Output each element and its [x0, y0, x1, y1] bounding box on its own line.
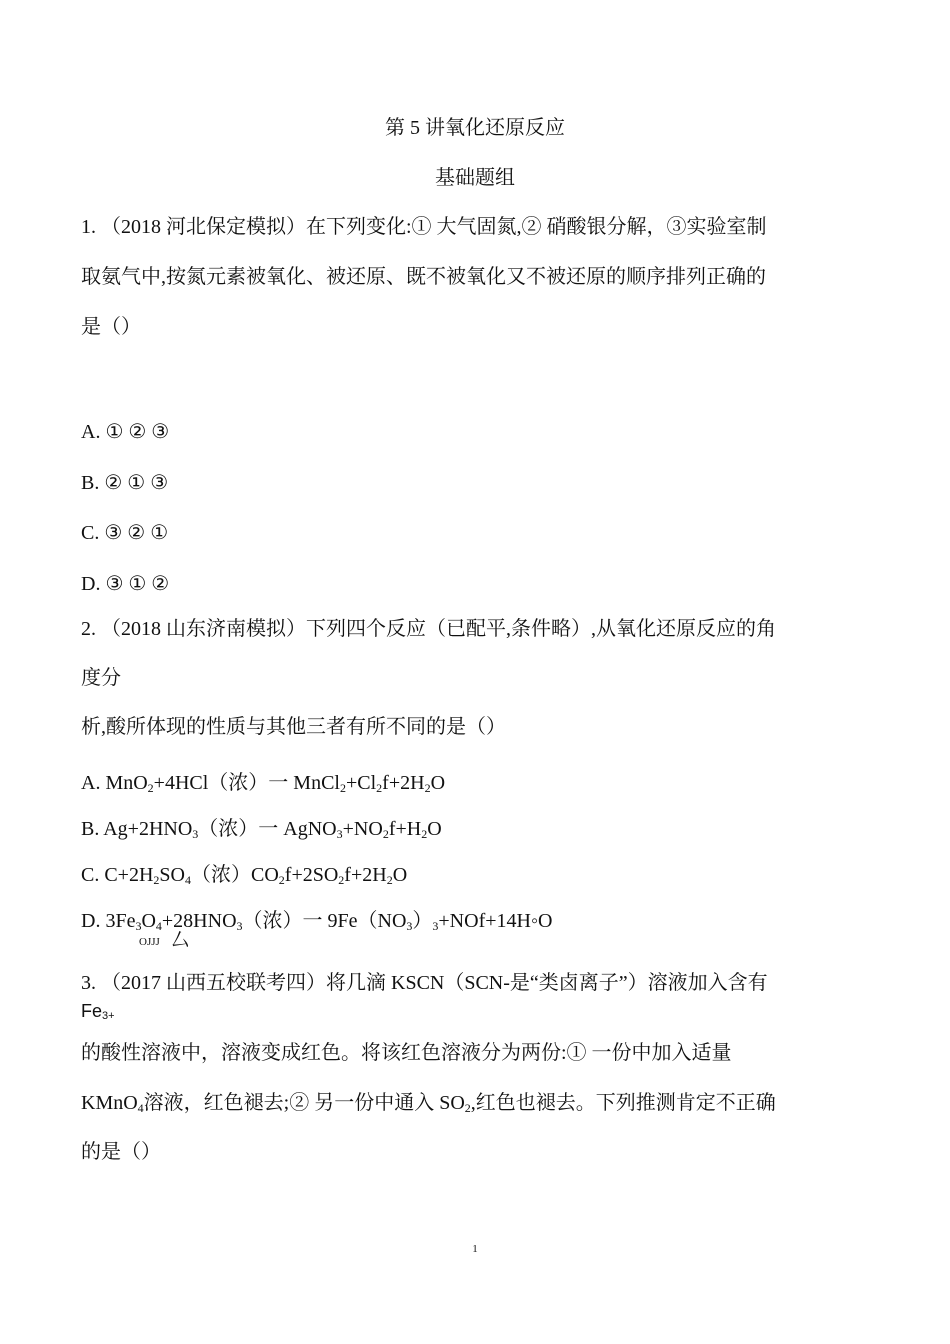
q3-fe-ion: $Fe_{3+}$: [81, 1001, 115, 1022]
q2-line1: 2. （2018 山东济南模拟）下列四个反应（已配平,条件略）,从氧化还原反应的角: [81, 618, 776, 640]
q2-option-a: A. MnO$_2$+4HCl（浓）一 $MnCl_2+Cl_2f+2H_2O$: [81, 772, 446, 795]
page-title: 第 5 讲氧化还原反应: [385, 117, 565, 139]
q1-line2: 取氨气中,按氮元素被氧化、被还原、既不被氧化又不被还原的顺序排列正确的: [81, 266, 766, 288]
q1-line1: 1. （2018 河北保定模拟）在下列变化:① 大气固氮,② 硝酸银分解，③实验室制: [81, 216, 767, 238]
q1-option-c: C. ③ ② ①: [81, 522, 169, 544]
q2-option-d-note: OJJJ: [139, 936, 160, 948]
q2-option-d: D. $3Fe_3O_4+28HNO_3$（浓）一 $9Fe(NO_3)_3+NOf+14H◦O$: [81, 910, 553, 933]
q1-option-d: D. ③ ① ②: [81, 573, 170, 595]
q3-line3: KMnO$_4$溶液，红色褪去;② 另一份中通入 $SO_2$,红色也褪去。下列推测肯定不正确: [81, 1092, 776, 1115]
q3-line2: 的酸性溶液中，溶液变成红色。将该红色溶液分为两份:① 一份中加入适量: [81, 1042, 732, 1064]
page-number: 1: [472, 1243, 478, 1255]
q2-line3: 析,酸所体现的性质与其他三者有所不同的是（）: [81, 716, 506, 738]
q1-option-b: B. ② ① ③: [81, 472, 169, 494]
q2-option-b: B. $Ag+2HNO_3$（浓）一 $AgNO_3+NO_2f+H_2O$: [81, 818, 442, 841]
q2-line2: 度分: [81, 667, 121, 689]
q1-line3: 是（）: [81, 316, 141, 338]
q2-option-d-mark: 厶: [171, 930, 189, 950]
q2-option-c: C. $C+2H_2SO_4$（浓）$CO_2f+2SO_2f+2H_2O$: [81, 864, 408, 887]
section-title: 基础题组: [435, 167, 515, 189]
q3-line4: 的是（）: [81, 1141, 161, 1163]
q1-option-a: A. ① ② ③: [81, 421, 170, 443]
q3-line1: 3. （2017 山西五校联考四）将几滴 KSCN（SCN-是“类卤离子”）溶液加入含有: [81, 972, 768, 994]
